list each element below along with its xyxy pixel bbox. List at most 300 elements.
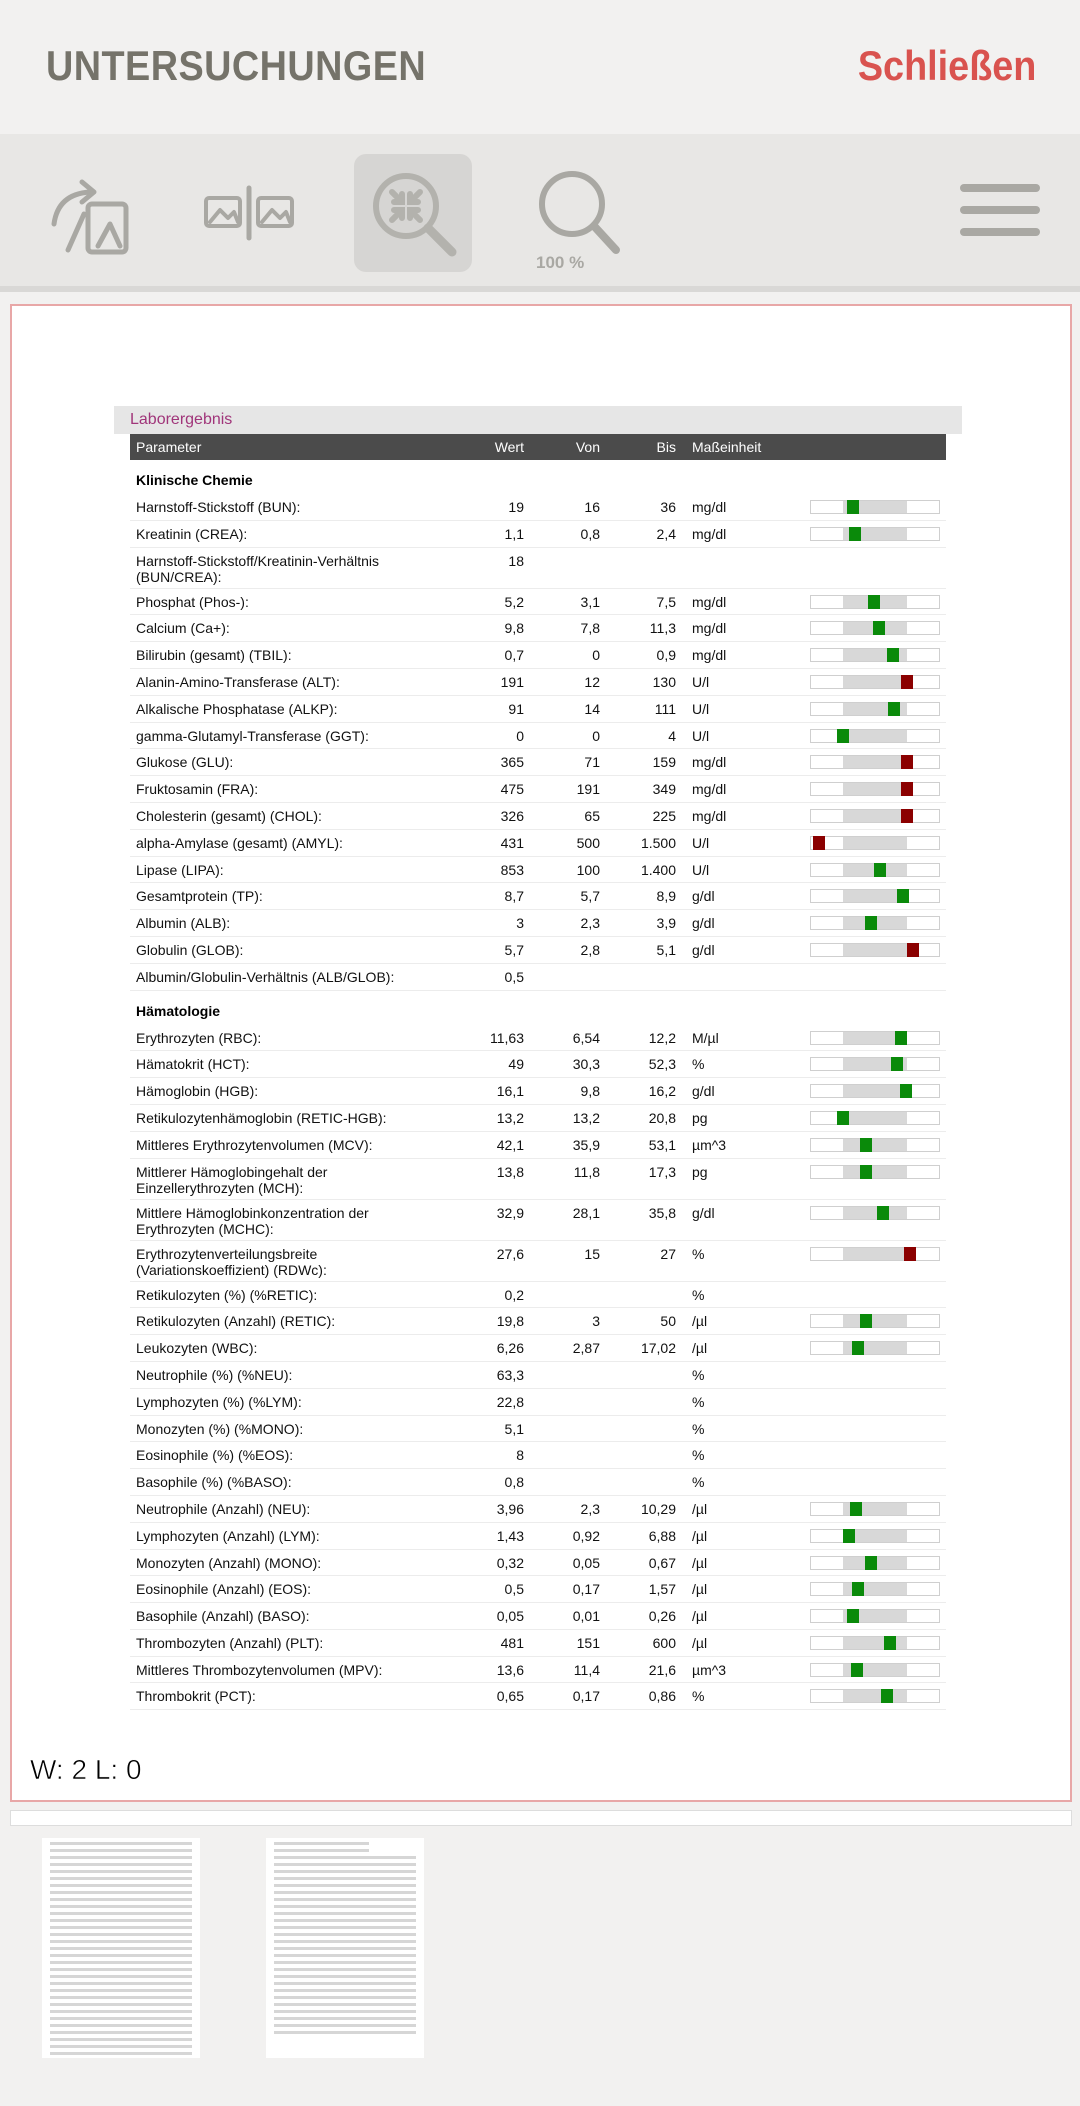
table-row <box>130 1308 946 1335</box>
range-indicator <box>810 1247 940 1261</box>
section-title: Hämatologie <box>136 1002 221 1019</box>
max-cell: 16,2 <box>648 1083 676 1100</box>
table-row <box>130 883 946 910</box>
zoom-100-icon <box>518 154 636 272</box>
table-row <box>130 1159 946 1200</box>
in-range-marker <box>865 916 877 930</box>
unit-cell: % <box>692 1688 705 1705</box>
table-row <box>130 1078 946 1105</box>
parameter-cell: Neutrophile (Anzahl) (NEU): <box>136 1500 311 1517</box>
min-cell: 100 <box>576 861 600 878</box>
unit-cell: g/dl <box>692 888 715 905</box>
table-row <box>130 1523 946 1550</box>
table-row <box>130 521 946 548</box>
in-range-marker <box>843 1529 855 1543</box>
table-row <box>130 696 946 723</box>
window-level-readout: W: 2 L: 0 <box>30 1754 142 1785</box>
parameter-cell: Mittlere Hämoglobinkonzentration der Erythrozyten (MCHC): <box>136 1204 369 1237</box>
out-of-range-marker <box>901 809 913 823</box>
value-cell: 0,8 <box>504 1474 524 1491</box>
in-range-marker <box>851 1663 863 1677</box>
value-cell: 91 <box>508 700 524 717</box>
parameter-cell: Glukose (GLU): <box>136 754 234 771</box>
thumbnail-page-2[interactable] <box>266 1838 424 2058</box>
min-cell: 151 <box>576 1634 600 1651</box>
unit-cell: U/l <box>692 700 710 717</box>
unit-cell: mg/dl <box>692 781 727 798</box>
min-cell: 0 <box>592 727 600 744</box>
table-row <box>130 1630 946 1657</box>
close-button[interactable]: Schließen <box>857 42 1036 89</box>
parameter-cell: Fruktosamin (FRA): <box>136 781 259 798</box>
max-cell: 12,2 <box>648 1029 676 1046</box>
value-cell: 63,3 <box>496 1366 524 1383</box>
unit-cell: /µl <box>692 1608 708 1625</box>
out-of-range-marker <box>904 1247 916 1261</box>
parameter-cell: Retikulozytenhämoglobin (RETIC-HGB): <box>136 1109 387 1126</box>
table-row <box>130 669 946 696</box>
table-row <box>130 1051 946 1078</box>
range-indicator <box>810 648 940 662</box>
compare-icon <box>190 154 308 272</box>
in-range-marker <box>865 1556 877 1570</box>
range-indicator <box>810 595 940 609</box>
min-cell: 5,7 <box>580 888 600 905</box>
unit-cell: /µl <box>692 1634 708 1651</box>
table-row <box>130 937 946 964</box>
max-cell: 111 <box>654 700 676 717</box>
parameter-cell: Alanin-Amino-Transferase (ALT): <box>136 673 340 690</box>
unit-cell: % <box>692 1447 705 1464</box>
in-range-marker <box>847 1609 859 1623</box>
out-of-range-marker <box>901 675 913 689</box>
parameter-cell: Retikulozyten (Anzahl) (RETIC): <box>136 1313 336 1330</box>
parameter-cell: Basophile (%) (%BASO): <box>136 1474 292 1491</box>
rotate-icon <box>40 154 158 272</box>
in-range-marker <box>847 500 859 514</box>
app-header <box>0 0 1080 134</box>
min-cell: 6,54 <box>572 1029 600 1046</box>
parameter-cell: Thrombozyten (Anzahl) (PLT): <box>136 1634 324 1651</box>
min-cell: 28,1 <box>572 1204 600 1221</box>
value-cell: 0 <box>516 727 524 744</box>
unit-cell: % <box>692 1393 705 1410</box>
range-indicator <box>810 863 940 877</box>
table-row <box>130 1362 946 1389</box>
page-title: UNTERSUCHUNGEN <box>46 42 427 89</box>
value-cell: 0,7 <box>504 647 524 664</box>
unit-cell: mg/dl <box>692 620 727 637</box>
table-row <box>130 494 946 521</box>
range-indicator <box>810 1582 940 1596</box>
table-row <box>130 615 946 642</box>
min-cell: 16 <box>584 499 600 515</box>
max-cell: 11,3 <box>649 620 676 637</box>
parameter-cell: Mittleres Erythrozytenvolumen (MCV): <box>136 1136 373 1153</box>
parameter-cell: Hämatokrit (HCT): <box>136 1056 250 1073</box>
range-indicator <box>810 782 940 796</box>
value-cell: 0,32 <box>496 1554 524 1571</box>
parameter-cell: Alkalische Phosphatase (ALKP): <box>136 700 338 717</box>
unit-cell: % <box>692 1474 705 1491</box>
table-row <box>130 1576 946 1603</box>
value-cell: 11,63 <box>490 1029 524 1046</box>
in-range-marker <box>887 648 899 662</box>
min-cell: 35,9 <box>572 1136 600 1153</box>
unit-cell: µm^3 <box>692 1661 727 1678</box>
value-cell: 5,7 <box>504 941 524 958</box>
value-cell: 365 <box>500 754 524 771</box>
range-indicator <box>810 809 940 823</box>
parameter-cell: Erythrozyten (RBC): <box>136 1029 262 1046</box>
section-title: Klinische Chemie <box>136 472 253 488</box>
document-viewer[interactable] <box>10 304 1072 1802</box>
max-cell: 21,6 <box>648 1661 676 1678</box>
max-cell: 6,88 <box>648 1527 676 1544</box>
unit-cell: mg/dl <box>692 593 727 610</box>
zoom-100-button[interactable] <box>518 154 636 272</box>
table-row <box>130 749 946 776</box>
value-cell: 13,8 <box>496 1163 524 1180</box>
min-cell: 0,17 <box>572 1581 600 1598</box>
value-cell: 8,7 <box>504 888 524 905</box>
unit-cell: % <box>692 1366 705 1383</box>
unit-cell: U/l <box>692 834 710 851</box>
max-cell: 10,29 <box>640 1500 676 1517</box>
parameter-cell: Monozyten (%) (%MONO): <box>136 1420 304 1437</box>
in-range-marker <box>860 1138 872 1152</box>
min-cell: 0,92 <box>572 1527 600 1544</box>
value-cell: 475 <box>500 781 524 798</box>
thumbnail-page-1[interactable] <box>42 1838 200 2058</box>
range-indicator <box>810 889 940 903</box>
max-cell: 17,3 <box>648 1163 676 1180</box>
min-cell: 2,3 <box>580 1500 600 1517</box>
range-indicator <box>810 1111 940 1125</box>
min-cell: 14 <box>584 700 600 717</box>
in-range-marker <box>895 1031 907 1045</box>
max-cell: 17,02 <box>640 1340 676 1357</box>
value-cell: 326 <box>500 807 524 824</box>
max-cell: 52,3 <box>648 1056 676 1073</box>
range-indicator <box>810 1084 940 1098</box>
value-cell: 13,6 <box>496 1661 524 1678</box>
min-cell: 191 <box>576 781 600 798</box>
value-cell: 191 <box>500 673 524 690</box>
table-header <box>130 434 946 460</box>
range-indicator <box>810 621 940 635</box>
parameter-cell: Harnstoff-Stickstoff (BUN): <box>136 499 301 515</box>
unit-cell: g/dl <box>692 941 715 958</box>
lab-report-page <box>114 406 962 1710</box>
max-cell: 27 <box>660 1245 676 1262</box>
table-row <box>130 910 946 937</box>
unit-cell: µm^3 <box>692 1136 727 1153</box>
min-cell: 9,8 <box>580 1083 600 1100</box>
rotate-button[interactable] <box>40 154 158 272</box>
unit-cell: pg <box>692 1163 708 1180</box>
range-indicator <box>810 1502 940 1516</box>
in-range-marker <box>837 729 849 743</box>
unit-cell: g/dl <box>692 1204 715 1221</box>
parameter-cell: Mittleres Thrombozytenvolumen (MPV): <box>136 1661 383 1678</box>
range-indicator <box>810 1314 940 1328</box>
table-row <box>130 1025 946 1052</box>
max-cell: 130 <box>652 673 676 690</box>
unit-cell: % <box>692 1056 705 1073</box>
range-indicator <box>810 1057 940 1071</box>
range-indicator <box>810 916 940 930</box>
max-cell: 349 <box>652 781 676 798</box>
in-range-marker <box>852 1582 864 1596</box>
max-cell: 3,9 <box>656 915 676 932</box>
value-cell: 32,9 <box>496 1204 524 1221</box>
value-cell: 16,1 <box>496 1083 524 1100</box>
compare-button[interactable] <box>190 154 308 272</box>
in-range-marker <box>881 1689 893 1703</box>
min-cell: 12 <box>584 673 600 690</box>
unit-cell: mg/dl <box>692 754 727 771</box>
in-range-marker <box>868 595 880 609</box>
table-row <box>130 589 946 616</box>
max-cell: 1.500 <box>640 834 676 851</box>
in-range-marker <box>877 1206 889 1220</box>
out-of-range-marker <box>901 782 913 796</box>
min-cell: 0,17 <box>572 1688 600 1705</box>
parameter-cell: Eosinophile (Anzahl) (EOS): <box>136 1581 312 1598</box>
results-table <box>130 434 946 1710</box>
table-row <box>130 1469 946 1496</box>
value-cell: 42,1 <box>496 1136 524 1153</box>
table-row <box>130 723 946 750</box>
max-cell: 225 <box>652 807 676 824</box>
parameter-cell: Hämoglobin (HGB): <box>136 1083 259 1100</box>
parameter-cell: Retikulozyten (%) (%RETIC): <box>136 1286 318 1303</box>
min-cell: 11,4 <box>573 1661 600 1678</box>
table-row <box>130 1389 946 1416</box>
range-indicator <box>810 1031 940 1045</box>
table-row <box>130 1241 946 1282</box>
out-of-range-marker <box>901 755 913 769</box>
parameter-cell: Albumin (ALB): <box>136 915 231 932</box>
min-cell: 2,87 <box>572 1340 600 1357</box>
min-cell: 2,3 <box>580 915 600 932</box>
max-cell: 36 <box>660 499 676 515</box>
min-cell: 0,01 <box>572 1608 600 1625</box>
parameter-cell: alpha-Amylase (gesamt) (AMYL): <box>136 834 343 851</box>
unit-cell: U/l <box>692 673 710 690</box>
value-cell: 0,2 <box>504 1286 524 1303</box>
range-indicator <box>810 1529 940 1543</box>
parameter-cell: Harnstoff-Stickstoff/Kreatinin-Verhältnis (BUN/CREA): <box>136 552 380 585</box>
col-von: Von <box>575 439 600 455</box>
in-range-marker <box>837 1111 849 1125</box>
range-indicator <box>810 943 940 957</box>
range-indicator <box>810 1138 940 1152</box>
in-range-marker <box>888 702 900 716</box>
out-of-range-marker <box>813 836 825 850</box>
value-cell: 0,5 <box>504 968 524 985</box>
min-cell: 0 <box>592 647 600 664</box>
max-cell: 2,4 <box>656 525 676 542</box>
range-indicator <box>810 675 940 689</box>
in-range-marker <box>891 1057 903 1071</box>
min-cell: 15 <box>584 1245 600 1262</box>
unit-cell: mg/dl <box>692 499 727 515</box>
range-indicator <box>810 1689 940 1703</box>
min-cell: 3 <box>592 1313 600 1330</box>
max-cell: 4 <box>668 727 676 744</box>
value-cell: 5,1 <box>504 1420 524 1437</box>
table-row <box>130 548 946 589</box>
min-cell: 500 <box>576 834 600 851</box>
table-row <box>130 830 946 857</box>
range-indicator <box>810 1341 940 1355</box>
value-cell: 3,96 <box>496 1500 524 1517</box>
value-cell: 0,05 <box>496 1608 524 1625</box>
max-cell: 8,9 <box>656 888 676 905</box>
col-unit: Maßeinheit <box>692 439 762 455</box>
max-cell: 1,57 <box>648 1581 676 1598</box>
range-indicator <box>810 1663 940 1677</box>
table-row <box>130 1442 946 1469</box>
parameter-cell: Cholesterin (gesamt) (CHOL): <box>136 807 322 824</box>
table-row <box>130 1550 946 1577</box>
parameter-cell: Monozyten (Anzahl) (MONO): <box>136 1554 322 1571</box>
in-range-marker <box>860 1314 872 1328</box>
unit-cell: % <box>692 1420 705 1437</box>
table-row <box>130 1335 946 1362</box>
value-cell: 18 <box>508 552 524 569</box>
parameter-cell: Leukozyten (WBC): <box>136 1340 258 1357</box>
value-cell: 19,8 <box>496 1313 524 1330</box>
in-range-marker <box>852 1341 864 1355</box>
min-cell: 30,3 <box>572 1056 600 1073</box>
hamburger-menu-icon[interactable] <box>960 184 1040 240</box>
thumbnail-strip <box>0 1834 1080 2106</box>
table-row <box>130 1603 946 1630</box>
range-indicator <box>810 500 940 514</box>
value-cell: 431 <box>500 834 524 851</box>
value-cell: 481 <box>500 1634 524 1651</box>
parameter-cell: Basophile (Anzahl) (BASO): <box>136 1608 310 1625</box>
col-bis: Bis <box>656 439 676 455</box>
table-row <box>130 642 946 669</box>
col-wert: Wert <box>494 439 524 455</box>
viewer-toolbar <box>0 134 1080 292</box>
in-range-marker <box>873 621 885 635</box>
range-indicator <box>810 1636 940 1650</box>
table-row <box>130 1683 946 1710</box>
table-row <box>130 857 946 884</box>
parameter-cell: Calcium (Ca+): <box>136 620 230 637</box>
table-row <box>130 776 946 803</box>
max-cell: 1.400 <box>640 861 676 878</box>
range-indicator <box>810 755 940 769</box>
in-range-marker <box>897 889 909 903</box>
viewer-scrollbar[interactable] <box>10 1810 1072 1826</box>
range-indicator <box>810 1556 940 1570</box>
range-indicator <box>810 836 940 850</box>
unit-cell: mg/dl <box>692 525 727 542</box>
value-cell: 9,8 <box>504 620 524 637</box>
max-cell: 35,8 <box>648 1204 676 1221</box>
unit-cell: mg/dl <box>692 807 727 824</box>
in-range-marker <box>849 527 861 541</box>
unit-cell: mg/dl <box>692 647 727 664</box>
fit-zoom-button[interactable] <box>354 154 472 272</box>
svg-text:100 %: 100 % <box>536 253 585 272</box>
unit-cell: pg <box>692 1109 708 1126</box>
parameter-cell: Gesamtprotein (TP): <box>136 888 263 905</box>
table-row <box>130 1416 946 1443</box>
value-cell: 49 <box>508 1056 524 1073</box>
max-cell: 0,86 <box>648 1688 676 1705</box>
report-heading: Laborergebnis <box>114 406 962 434</box>
value-cell: 3 <box>516 915 524 932</box>
table-row <box>130 1657 946 1684</box>
range-indicator <box>810 729 940 743</box>
unit-cell: % <box>692 1286 705 1303</box>
max-cell: 0,26 <box>648 1608 676 1625</box>
max-cell: 7,5 <box>656 593 676 610</box>
parameter-cell: gamma-Glutamyl-Transferase (GGT): <box>136 727 369 744</box>
value-cell: 6,26 <box>496 1340 524 1357</box>
unit-cell: U/l <box>692 727 710 744</box>
value-cell: 8 <box>516 1447 524 1464</box>
in-range-marker <box>900 1084 912 1098</box>
min-cell: 2,8 <box>580 941 600 958</box>
value-cell: 27,6 <box>496 1245 524 1262</box>
min-cell: 13,2 <box>572 1109 600 1126</box>
max-cell: 5,1 <box>656 941 676 958</box>
unit-cell: g/dl <box>692 1083 715 1100</box>
value-cell: 5,2 <box>504 593 524 610</box>
range-indicator <box>810 1609 940 1623</box>
unit-cell: U/l <box>692 861 710 878</box>
value-cell: 1,1 <box>504 525 524 542</box>
col-parameter: Parameter <box>136 439 202 455</box>
unit-cell: /µl <box>692 1340 708 1357</box>
unit-cell: /µl <box>692 1313 708 1330</box>
min-cell: 0,8 <box>580 525 600 542</box>
table-row <box>130 1200 946 1241</box>
value-cell: 19 <box>508 499 524 515</box>
table-row <box>130 803 946 830</box>
value-cell: 0,65 <box>496 1688 524 1705</box>
min-cell: 65 <box>584 807 600 824</box>
range-indicator <box>810 1206 940 1220</box>
parameter-cell: Kreatinin (CREA): <box>136 525 248 542</box>
table-row <box>130 964 946 991</box>
parameter-cell: Phosphat (Phos-): <box>136 593 249 610</box>
min-cell: 11,8 <box>573 1163 600 1180</box>
unit-cell: /µl <box>692 1500 708 1517</box>
max-cell: 0,9 <box>656 647 676 664</box>
range-indicator <box>810 1165 940 1179</box>
parameter-cell: Bilirubin (gesamt) (TBIL): <box>136 647 292 664</box>
parameter-cell: Erythrozytenverteilungsbreite (Variationskoeffizient) (RDWc): <box>136 1245 327 1278</box>
in-range-marker <box>860 1165 872 1179</box>
parameter-cell: Neutrophile (%) (%NEU): <box>136 1366 293 1383</box>
parameter-cell: Globulin (GLOB): <box>136 941 244 958</box>
value-cell: 13,2 <box>496 1109 524 1126</box>
value-cell: 0,5 <box>504 1581 524 1598</box>
in-range-marker <box>884 1636 896 1650</box>
fit-zoom-icon <box>354 154 472 272</box>
unit-cell: M/µl <box>692 1029 719 1046</box>
max-cell: 159 <box>652 754 676 771</box>
